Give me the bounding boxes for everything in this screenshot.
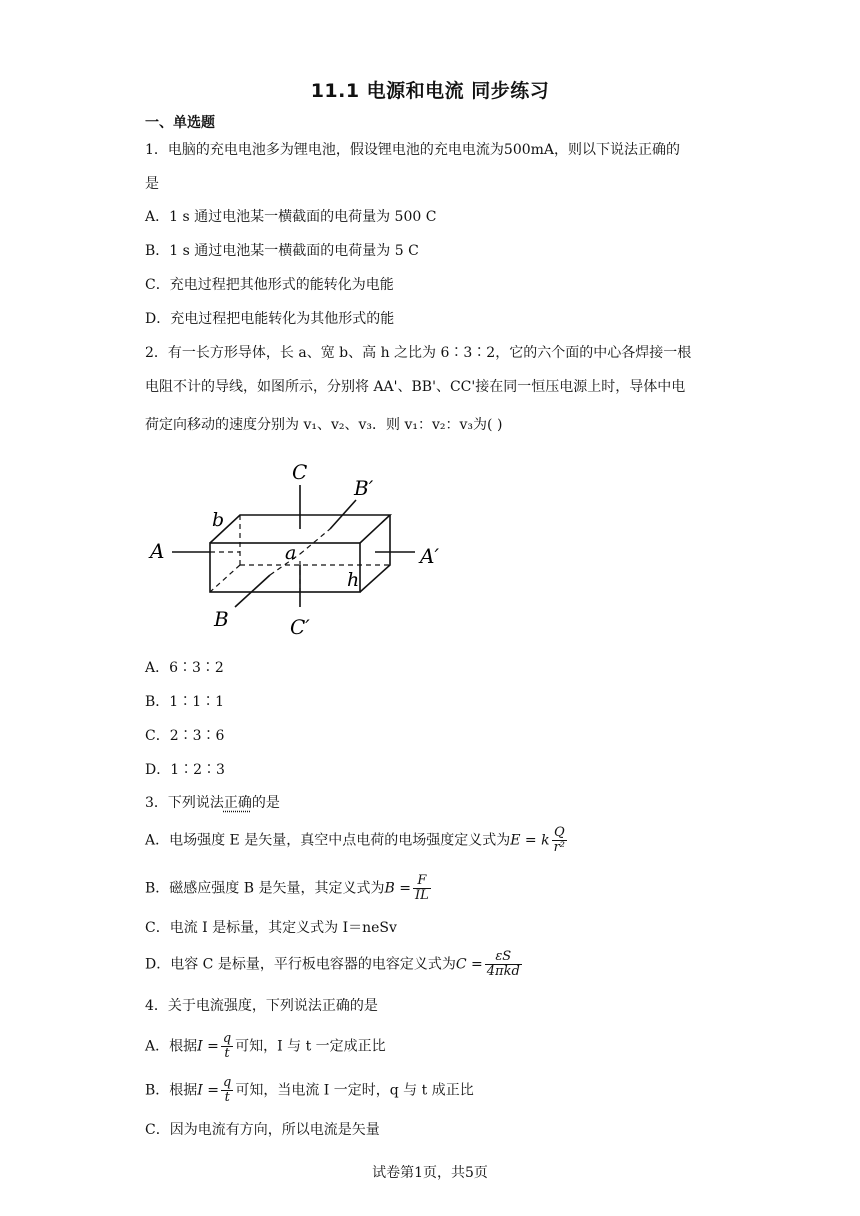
fraction-numerator: q (223, 1075, 232, 1090)
label-h: h (347, 569, 360, 591)
q4-option-a-fraction (221, 1032, 233, 1061)
q4-option-c: C．因为电流有方向，所以电流是矢量 (145, 1122, 380, 1138)
hidden-wire-b-inner (300, 529, 330, 554)
label-b: b (212, 509, 225, 531)
q2-option-c: C．2∶3∶6 (145, 728, 225, 744)
q4-option-b-suffix: 可知，当电流 I 一定时，q 与 t 成正比 (235, 1082, 474, 1099)
q3-stem-suffix: 的是 (251, 795, 280, 811)
q3-option-d-text: D．电容 C 是标量，平行板电容器的电容定义式为 (145, 956, 456, 973)
q1-stem-line2: 是 (145, 176, 159, 192)
q3-option-b-fraction (413, 874, 431, 903)
q2-option-a: A．6∶3∶2 (145, 660, 224, 676)
q3-option-d-formula: C = (455, 956, 483, 973)
fraction-denominator: r² (553, 840, 566, 855)
q2-stem-line1: 2．有一长方形导体，长 a、宽 b、高 h 之比为 6∶3∶2，它的六个面的中心各焊接一根 (145, 345, 692, 361)
q1-option-b: B．1 s 通过电池某一横截面的电荷量为 5 C (145, 243, 419, 259)
fraction-denominator: IL (414, 888, 429, 903)
label-B-prime: B′ (354, 476, 374, 500)
label-A-prime: A′ (420, 544, 439, 568)
q3-option-d-fraction (485, 950, 522, 979)
q3-stem (145, 793, 280, 813)
wire-b (235, 575, 270, 607)
fraction-numerator: q (222, 1031, 232, 1046)
label-C: C (292, 460, 308, 484)
q3-option-a (145, 826, 569, 855)
q4-option-b-formula: I = (197, 1082, 220, 1099)
fraction-denominator: 4πkd (486, 964, 520, 979)
q1-option-d: D．充电过程把电能转化为其他形式的能 (145, 311, 395, 327)
q4-option-a-formula: I = (197, 1038, 219, 1055)
page-title: 11.1 电源和电流 同步练习 (310, 80, 550, 102)
label-B: B (214, 607, 229, 631)
hidden-edge-diagonal (210, 565, 240, 592)
q4-stem: 4．关于电流强度，下列说法正确的是 (145, 998, 378, 1014)
q4-option-a (145, 1032, 386, 1061)
q3-stem-prefix: 3．下列说法 (145, 795, 224, 811)
cuboid-figure (140, 455, 460, 645)
q3-option-b-formula: B = (384, 880, 411, 897)
q3-option-c: C．电流 I 是标量，其定义式为 I＝neSv (145, 920, 397, 936)
fraction-numerator: F (413, 874, 431, 889)
fraction-numerator: εS (485, 950, 522, 965)
cuboid-right-edges (360, 515, 390, 592)
q1-stem-line1: 1．电脑的充电电池多为锂电池，假设锂电池的充电电流为500mA，则以下说法正确的 (145, 142, 681, 158)
label-a: a (285, 542, 297, 564)
q2-option-d: D．1∶2∶3 (145, 762, 225, 778)
fraction-numerator: Q (552, 826, 567, 841)
q4-option-b (145, 1076, 474, 1105)
q3-option-b-text: B．磁感应强度 B 是矢量，其定义式为 (145, 880, 385, 897)
q1-option-c: C．充电过程把其他形式的能转化为电能 (145, 277, 394, 293)
q1-option-a: A．1 s 通过电池某一横截面的电荷量为 500 C (145, 209, 437, 225)
q4-option-a-suffix: 可知，I 与 t 一定成正比 (235, 1038, 386, 1055)
q2-stem-line2: 电阻不计的导线，如图所示，分别将 AA'、BB'、CC'接在同一恒压电源上时，导体中电 (145, 379, 686, 395)
q3-option-a-formula: E = k (510, 832, 550, 849)
section-heading: 一、单选题 (145, 115, 215, 131)
q4-option-a-prefix: A．根据 (145, 1038, 198, 1055)
q2-stem-line3: 荷定向移动的速度分别为 v₁、v₂、v₃．则 v₁：v₂：v₃为( ) (145, 417, 503, 433)
q3-option-d (145, 950, 524, 979)
q3-option-a-text: A．电场强度 E 是矢量，真空中点电荷的电场强度定义式为 (145, 832, 511, 849)
page-footer: 试卷第1页，共5页 (372, 1165, 488, 1181)
fraction-denominator: t (224, 1090, 230, 1105)
q3-stem-emphasis: 正确 (223, 795, 252, 811)
label-C-prime: C′ (290, 615, 310, 639)
q4-option-b-fraction (221, 1076, 233, 1105)
q4-option-b-prefix: B．根据 (145, 1082, 198, 1099)
q2-option-b: B．1∶1∶1 (145, 694, 225, 710)
q3-option-a-fraction (552, 826, 567, 855)
label-A: A (150, 539, 165, 563)
q3-option-b (145, 874, 433, 903)
fraction-denominator: t (224, 1046, 230, 1061)
